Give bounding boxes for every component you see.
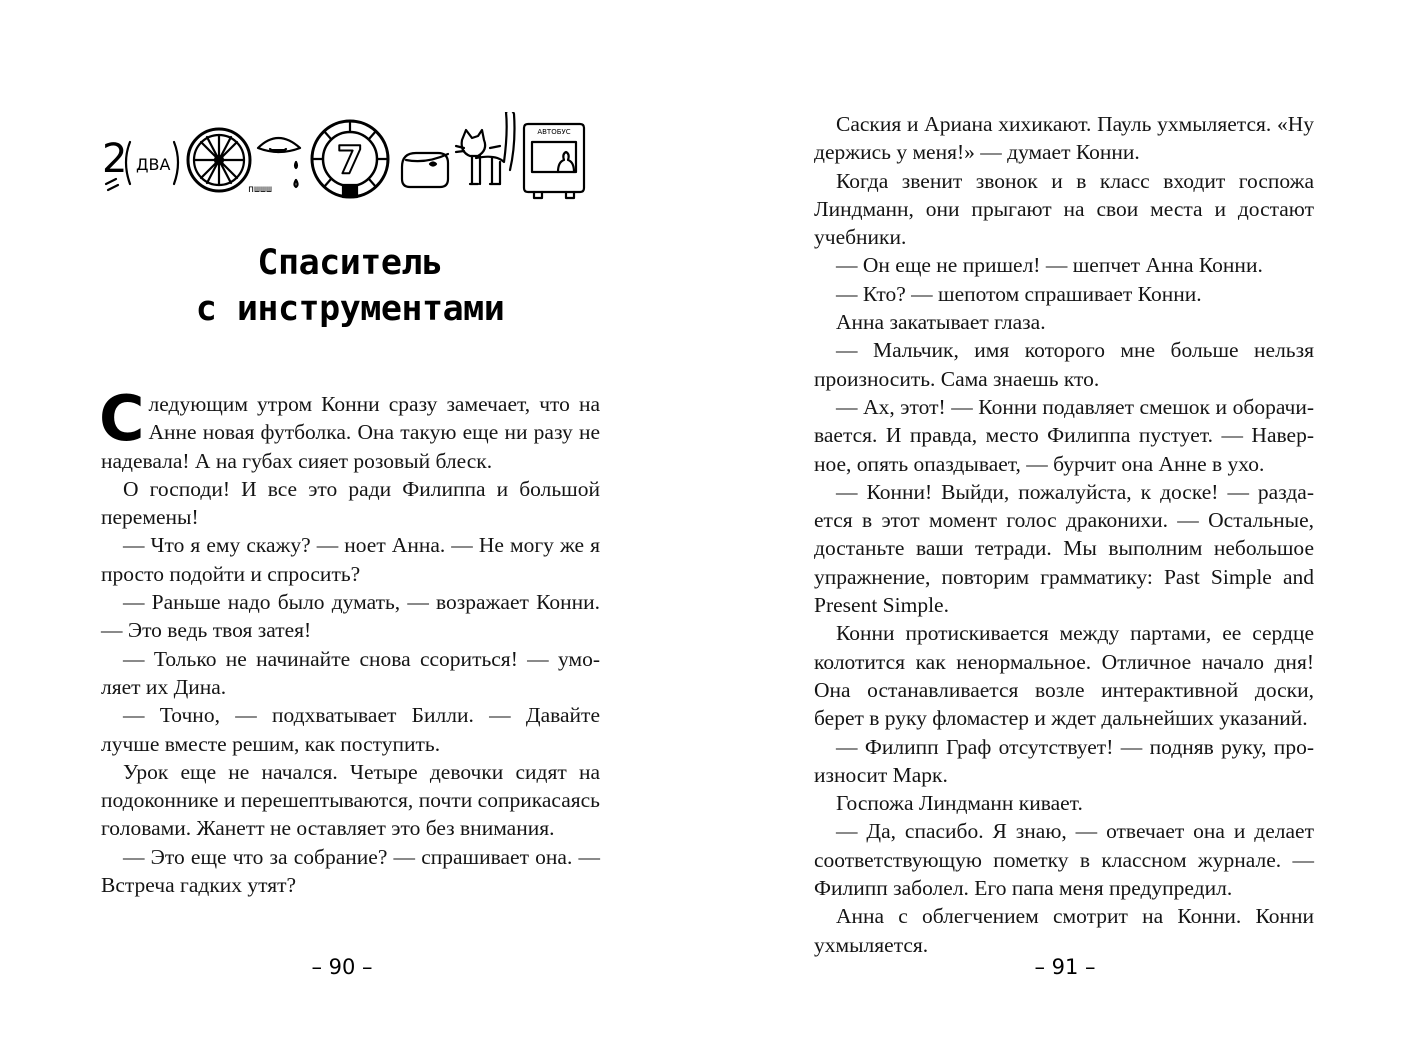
chapter-number xyxy=(102,136,127,190)
paragraph: — Он еще не пришел! — шепчет Анна Конни. xyxy=(836,253,1263,278)
paragraph: — Ах, этот! — Конни подавляет смешок и оборачивается. И правда, место Филиппа пустует. — Наверное, опять опаздывает, — бурчит она Анне в ухо. xyxy=(814,394,1314,476)
paragraph-text: ледующим утром Конни сразу замечает, что на Анне новая футболка. Она такую еще ни разу не надевала! А на губах сияет розовый блеск. xyxy=(101,392,600,473)
paragraph: — Филипп Граф отсутствует! — подняв руку, произносит Марк. xyxy=(814,734,1314,787)
paragraph: Госпожа Линдманн кивает. xyxy=(836,791,1083,816)
cat-icon xyxy=(456,112,515,184)
svg-text:АВТОБУС: АВТОБУС xyxy=(537,128,571,136)
paragraph xyxy=(99,382,600,475)
paragraph: — Мальчик, имя которого мне больше нельзя произносить. Сама знаешь кто. xyxy=(814,338,1314,391)
drop-cap: С xyxy=(99,382,145,455)
page-number: – 90 – xyxy=(311,955,373,979)
paragraph: Урок еще не начался. Четыре девочки сидят на подоконнике и перешептываются, почти соприкасаясь головами. Жанетт не оставляет это без внимания. xyxy=(101,759,600,841)
paragraph: — Раньше надо было думать, — возражает Конни. — Это ведь твоя затея! xyxy=(101,590,600,643)
paragraph: — Конни! Выйди, пожалуйста, к доске! — раздается в этот момент голос драконихи. — Остальные, достаньте ваши тетради. Мы выполним небольшое упражнение, повторим грамматику: Past Simple and Present Simple. xyxy=(814,479,1314,618)
paragraph: Когда звенит звонок и в класс входит госпожа Линдманн, они прыгают на свои места и достают учебники. xyxy=(814,168,1314,250)
paragraph: О господи! И все это ради Филиппа и большой перемены! xyxy=(101,476,600,530)
number-seven-dial-icon xyxy=(312,121,388,197)
paragraph: Саския и Ариана хихикают. Пауль ухмыляется. «Ну держись у меня!» — думает Конни. xyxy=(814,112,1314,165)
bus-icon xyxy=(524,124,584,198)
paragraph: Конни протискивается между партами, ее сердце колотится как ненормальное. Отличное начало дня! Она останавливается возле интерактивной доски, берет в руку фломастер и ждет дальнейших указаний. xyxy=(814,621,1314,731)
page-number: – 91 – xyxy=(1034,955,1096,979)
paragraph: — Да, спасибо. Я знаю, — отвечает она и делает соответствующую пометку в классном журнале. — Филипп заболел. Его папа меня предупредил. xyxy=(814,819,1314,901)
purse-icon xyxy=(402,153,448,187)
svg-text:пшшш: пшшш xyxy=(248,184,273,195)
svg-text:7: 7 xyxy=(336,138,364,182)
svg-text:ДВА: ДВА xyxy=(136,155,171,174)
chapter-word xyxy=(126,142,178,184)
svg-text:2: 2 xyxy=(102,136,128,182)
crying-eye-icon xyxy=(248,138,300,195)
paragraph: Анна с облегчением смотрит на Конни. Конни ухмыляется. xyxy=(814,904,1314,957)
wheel-icon xyxy=(188,129,250,191)
left-page-body xyxy=(99,382,600,899)
paragraph: — Только не начинайте снова ссориться! — умоляет их Дина. xyxy=(101,646,600,699)
chapter-title-line: Спаситель xyxy=(257,243,443,283)
chapter-header-illustrations xyxy=(100,112,600,212)
chapter-title xyxy=(100,240,600,332)
paragraph: — Что я ему скажу? — ноет Анна. — Не могу же я просто подойти и спросить? xyxy=(101,533,600,586)
paragraph: Анна закатывает глаза. xyxy=(836,310,1046,335)
right-page xyxy=(705,0,1410,1050)
paragraph: — Кто? — шепотом спрашивает Конни. xyxy=(836,281,1202,306)
chapter-title-line: с инструментами xyxy=(195,289,505,329)
paragraph: — Это еще что за собрание? — спрашивает она. — Встреча гадких утят? xyxy=(101,844,600,898)
right-page-body xyxy=(814,110,1314,959)
paragraph: — Точно, — подхватывает Билли. — Давайте лучше вместе решим, как поступить. xyxy=(101,703,600,756)
